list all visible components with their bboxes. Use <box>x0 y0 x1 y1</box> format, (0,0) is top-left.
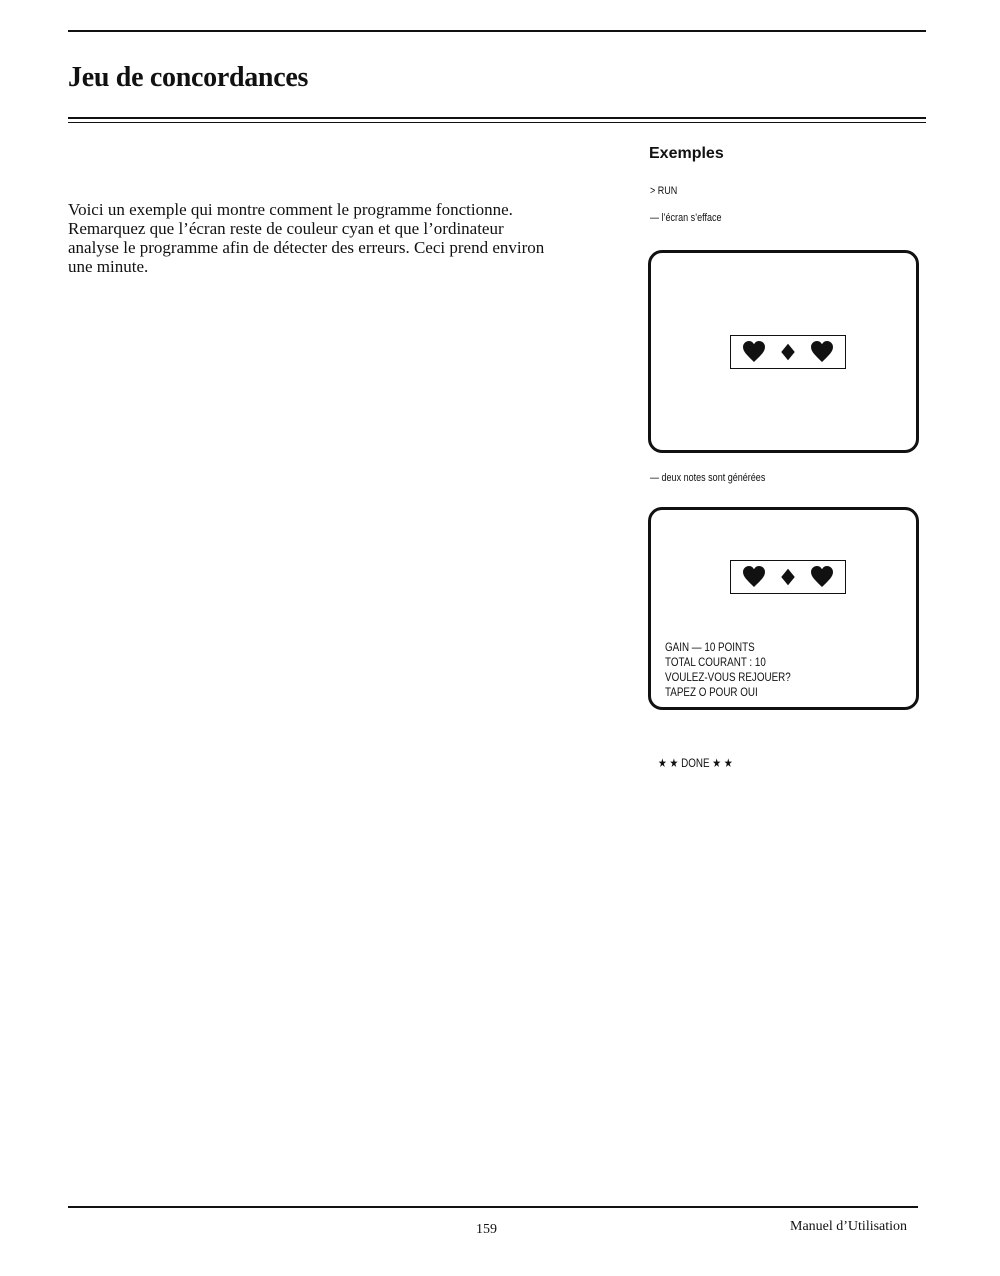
examples-heading: Exemples <box>649 145 724 162</box>
heart-icon <box>810 340 834 364</box>
screen-line: TOTAL COURANT : 10 <box>665 655 766 669</box>
page-number: 159 <box>476 1222 497 1237</box>
heart-icon <box>810 565 834 589</box>
diamond-icon <box>779 565 797 589</box>
body-line: une minute. <box>68 257 149 276</box>
body-line: Remarquez que l’écran reste de couleur cyan et que l’ordinateur <box>68 219 504 238</box>
note-two-notes: — deux notes sont générées <box>650 472 766 484</box>
cards-row <box>730 335 846 369</box>
page-title: Jeu de concordances <box>68 62 309 93</box>
screen-line: GAIN — 10 POINTS <box>665 640 755 654</box>
heart-icon <box>742 340 766 364</box>
title-rule-thin <box>68 122 926 123</box>
body-line: Voici un exemple qui montre comment le programme fonctionne. <box>68 200 513 219</box>
screen-example-2 <box>648 507 919 710</box>
done-message: ★ ★ DONE ★ ★ <box>658 756 733 770</box>
cards-row <box>730 560 846 594</box>
top-rule <box>68 30 926 32</box>
screen-line: VOULEZ-VOUS REJOUER? <box>665 670 791 684</box>
footer-rule <box>68 1206 918 1208</box>
body-paragraph <box>68 200 613 276</box>
body-line: analyse le programme afin de détecter des erreurs. Ceci prend environ <box>68 238 545 257</box>
screen-example-1 <box>648 250 919 453</box>
screen-line: TAPEZ O POUR OUI <box>665 685 758 699</box>
heart-icon <box>742 565 766 589</box>
run-command: > RUN <box>650 185 678 197</box>
title-rule-thick <box>68 117 926 119</box>
screen-output-text <box>665 640 818 700</box>
manual-name: Manuel d’Utilisation <box>790 1219 908 1234</box>
note-screen-clears: — l’écran s’efface <box>650 212 722 224</box>
diamond-icon <box>779 340 797 364</box>
